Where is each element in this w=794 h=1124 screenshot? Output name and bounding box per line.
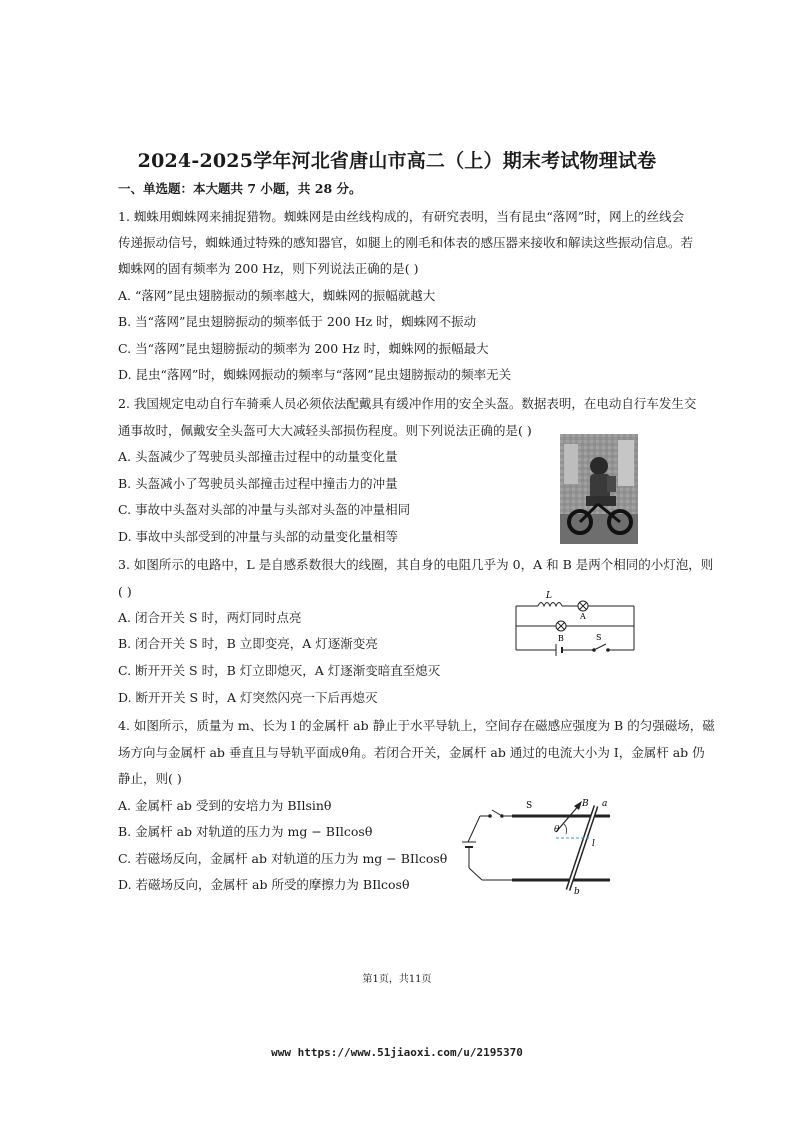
length-label: l — [592, 839, 595, 849]
q3-circuit-diagram — [510, 586, 640, 658]
q1-option-d: D. 昆虫“落网”时，蜘蛛网振动的频率与“落网”昆虫翅膀振动的频率无关 — [118, 367, 512, 382]
q2-option-d: D. 事故中头部受到的冲量与头部的动量变化量相等 — [118, 529, 399, 544]
helmet-rider-photo — [560, 434, 638, 544]
q3-option-a: A. 闭合开关 S 时，两灯同时点亮 — [118, 610, 302, 625]
q1-option-b: B. 当“落网”昆虫翅膀振动的频率低于 200 Hz 时，蜘蛛网不振动 — [118, 314, 477, 329]
switch-label: S — [596, 633, 602, 642]
angle-label: θ — [554, 825, 560, 835]
q1-option-a: A. “落网”昆虫翅膀振动的频率越大，蜘蛛网的振幅就越大 — [118, 288, 436, 303]
q3-option-b: B. 闭合开关 S 时，B 立即变亮，A 灯逐渐变亮 — [118, 636, 378, 651]
q2-option-b: B. 头盔减小了驾驶员头部撞击过程中撞击力的冲量 — [118, 476, 398, 491]
page-title: 2024-2025学年河北省唐山市高二（上）期末考试物理试卷 — [137, 150, 657, 172]
field-label: B — [582, 799, 589, 809]
rod-end-a-label: a — [602, 799, 608, 809]
page-footer: 第1页，共11页 — [362, 974, 432, 985]
q2-stem-line-2: 通事故时，佩戴安全头盔可大大减轻头部损伤程度。则下列说法正确的是( ) — [118, 423, 532, 438]
q1-stem-line-3: 蜘蛛网的固有频率为 200 Hz，则下列说法正确的是( ) — [118, 261, 419, 276]
q1-stem-line-2: 传递振动信号，蜘蛛通过特殊的感知器官，如腿上的刚毛和体表的感压器来接收和解读这些振动信息。若 — [118, 235, 694, 250]
lamp-a-label: A — [580, 612, 586, 621]
q4-option-a: A. 金属杆 ab 受到的安培力为 BIlsinθ — [118, 798, 332, 813]
q4-stem-line-2: 场方向与金属杆 ab 垂直且与导轨平面成θ角。若闭合开关，金属杆 ab 通过的电流大小为 I，金属杆 ab 仍 — [118, 745, 705, 760]
q4-option-c: C. 若磁场反向，金属杆 ab 对轨道的压力为 mg − BIlcosθ — [118, 851, 448, 866]
q4-rail-diagram — [458, 794, 620, 894]
coil-label: L — [546, 591, 552, 601]
q4-stem-line-1: 4. 如图所示，质量为 m、长为 l 的金属杆 ab 静止于水平导轨上，空间存在磁感应强度为 B 的匀强磁场，磁 — [118, 718, 715, 733]
q1-stem-line-1: 1. 蜘蛛用蜘蛛网来捕捉猎物。蜘蛛网是由丝线构成的，有研究表明，当有昆虫“落网”时，网上的丝线会 — [118, 209, 685, 224]
q3-stem-line-2: ( ) — [118, 584, 132, 599]
q2-option-c: C. 事故中头盔对头部的冲量与头部对头盔的冲量相同 — [118, 502, 411, 517]
q2-stem-line-1: 2. 我国规定电动自行车骑乘人员必须依法配戴具有缓冲作用的安全头盔。数据表明，在电动自行车发生交 — [118, 396, 697, 411]
q4-option-b: B. 金属杆 ab 对轨道的压力为 mg − BIlcosθ — [118, 824, 373, 839]
q4-option-d: D. 若磁场反向，金属杆 ab 所受的摩擦力为 BIlcosθ — [118, 877, 410, 892]
lamp-b-label: B — [558, 634, 564, 643]
q1-option-c: C. 当“落网”昆虫翅膀振动的频率为 200 Hz 时，蜘蛛网的振幅最大 — [118, 341, 489, 356]
q4-stem-line-3: 静止，则( ) — [118, 771, 182, 786]
q3-option-d: D. 断开开关 S 时，A 灯突然闪亮一下后再熄灭 — [118, 690, 378, 705]
watermark-url: www https://www.51jiaoxi.com/u/2195370 — [271, 1046, 523, 1059]
q2-option-a: A. 头盔减少了驾驶员头部撞击过程中的动量变化量 — [118, 449, 398, 464]
q3-stem-line-1: 3. 如图所示的电路中，L 是自感系数很大的线圈，其自身的电阻几乎为 0，A 和 B 是两个相同的小灯泡，则 — [118, 557, 714, 572]
rail-switch-label: S — [526, 801, 533, 811]
q3-option-c: C. 断开开关 S 时，B 灯立即熄灭，A 灯逐渐变暗直至熄灭 — [118, 663, 441, 678]
section-heading: 一、单选题：本大题共 7 小题，共 28 分。 — [118, 181, 362, 196]
rod-end-b-label: b — [574, 887, 580, 894]
